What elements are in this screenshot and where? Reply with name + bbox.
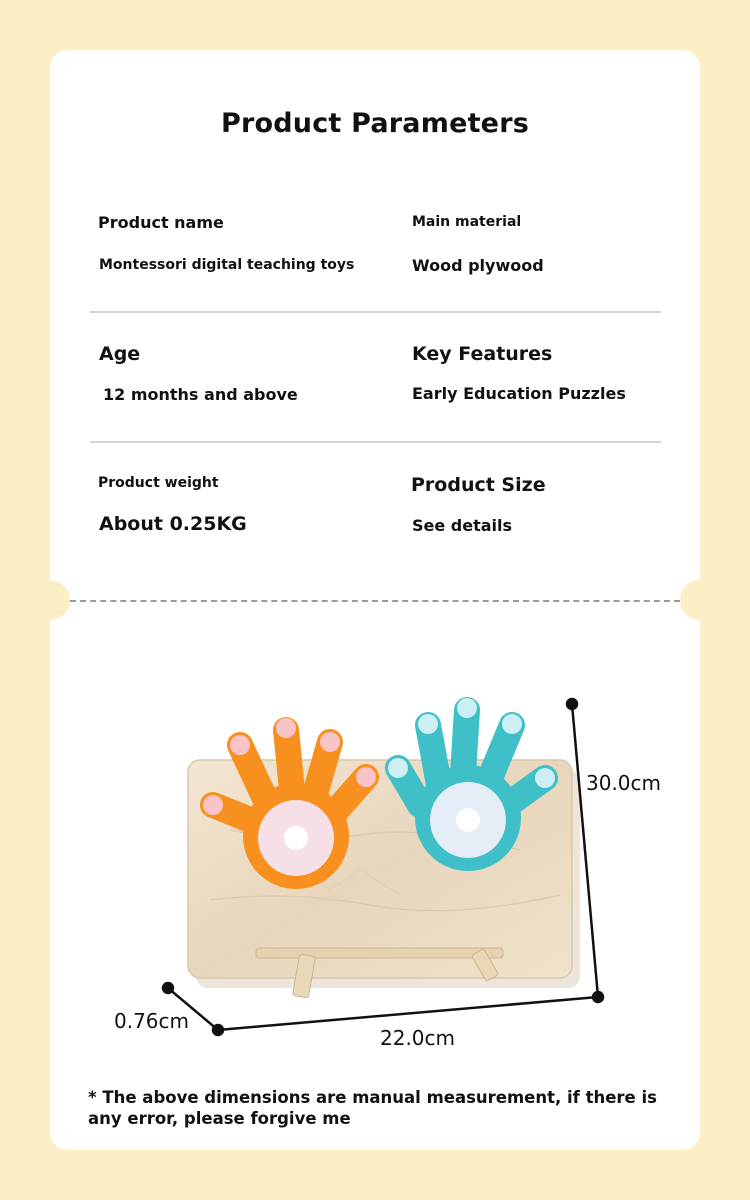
weight-label: Product weight xyxy=(98,475,219,491)
stand-bar xyxy=(256,948,503,958)
weight-value: About 0.25KG xyxy=(99,513,247,535)
measurement-footnote: * The above dimensions are manual measurement, if there is any error, please forgive me xyxy=(88,1088,657,1128)
size-label: Product Size xyxy=(411,474,546,496)
material-label: Main material xyxy=(412,214,522,230)
age-label: Age xyxy=(99,343,141,365)
features-label: Key Features xyxy=(412,343,553,365)
age-value: 12 months and above xyxy=(103,385,298,404)
material-value: Wood plywood xyxy=(412,256,544,275)
height-dimension-label: 30.0cm xyxy=(586,771,662,795)
page-title: Product Parameters xyxy=(221,108,529,139)
features-value: Early Education Puzzles xyxy=(412,384,626,403)
product-name-label: Product name xyxy=(98,213,224,232)
width-dimension-label: 22.0cm xyxy=(380,1026,456,1050)
size-value: See details xyxy=(412,516,513,535)
product-name-value: Montessori digital teaching toys xyxy=(99,257,355,273)
depth-dimension-label: 0.76cm xyxy=(114,1009,190,1033)
